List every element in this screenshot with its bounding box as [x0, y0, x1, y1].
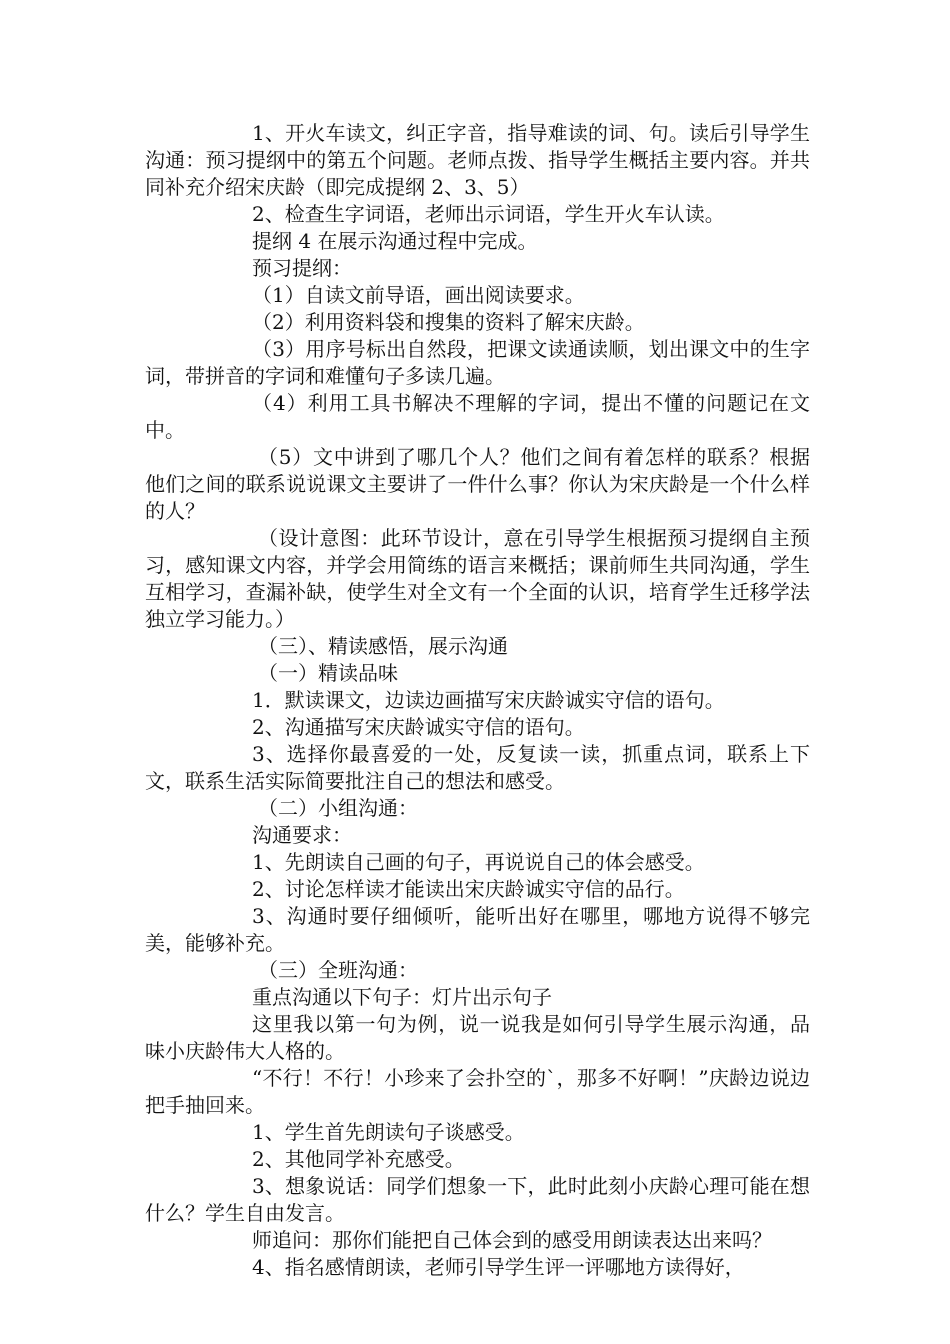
paragraph: 4、指名感情朗读，老师引导学生评一评哪地方读得好，: [252, 1255, 745, 1279]
paragraph: 3、想象说话：同学们想象一下，此时此刻小庆龄心理可能在想什么？学生自由发言。: [145, 1174, 810, 1225]
subsection-heading: （三）全班沟通：: [258, 958, 418, 982]
paragraph: （4）利用工具书解决不理解的字词，提出不懂的问题记在文中。: [145, 391, 810, 442]
subsection-heading: （一）精读品味: [258, 661, 398, 685]
paragraph: 预习提纲：: [252, 256, 352, 280]
paragraph: （5）文中讲到了哪几个人？他们之间有着怎样的联系？根据他们之间的联系说说课文主要讲了一件什么事？你认为宋庆龄是一个什么样的人？: [145, 445, 810, 523]
paragraph: 重点沟通以下句子：灯片出示句子: [252, 985, 552, 1009]
paragraph: 2、讨论怎样读才能读出宋庆龄诚实守信的品行。: [252, 877, 685, 901]
paragraph: （设计意图：此环节设计，意在引导学生根据预习提纲自主预习，感知课文内容，并学会用简练的语言来概括；课前师生共同沟通，学生互相学习，查漏补缺，使学生对全文有一个全面的认识，培育学生迁移学法独立学习能力。）: [145, 526, 810, 631]
paragraph: 2、检查生字词语，老师出示词语，学生开火车认读。: [252, 202, 725, 226]
document-body: [145, 120, 810, 1281]
section-heading: （三）、精读感悟，展示沟通: [258, 634, 508, 658]
paragraph: 1、开火车读文，纠正字音，指导难读的词、句。读后引导学生沟通：预习提纲中的第五个问题。老师点拨、指导学生概括主要内容。并共同补充介绍宋庆龄（即完成提纲 2、3、5）: [145, 121, 810, 199]
paragraph: （3）用序号标出自然段，把课文读通读顺，划出课文中的生字词，带拼音的字词和难懂句子多读几遍。: [145, 337, 810, 388]
paragraph: （1）自读文前导语，画出阅读要求。: [252, 283, 585, 307]
paragraph: 提纲 4 在展示沟通过程中完成。: [252, 229, 538, 253]
quote-paragraph: “不行！不行！小珍来了会扑空的`，那多不好啊！”庆龄边说边把手抽回来。: [145, 1066, 810, 1117]
paragraph: 1、学生首先朗读句子谈感受。: [252, 1120, 525, 1144]
paragraph: 2、沟通描写宋庆龄诚实守信的语句。: [252, 715, 585, 739]
paragraph: （2）利用资料袋和搜集的资料了解宋庆龄。: [252, 310, 645, 334]
paragraph: 这里我以第一句为例，说一说我是如何引导学生展示沟通，品味小庆龄伟大人格的。: [145, 1012, 810, 1063]
paragraph: 沟通要求：: [252, 823, 352, 847]
paragraph: 1．默读课文，边读边画描写宋庆龄诚实守信的语句。: [252, 688, 725, 712]
paragraph: 3、沟通时要仔细倾听，能听出好在哪里，哪地方说得不够完美，能够补充。: [145, 904, 810, 955]
paragraph: 2、其他同学补充感受。: [252, 1147, 465, 1171]
paragraph: 3、选择你最喜爱的一处，反复读一读，抓重点词，联系上下文，联系生活实际简要批注自己的想法和感受。: [145, 742, 810, 793]
paragraph: 师追问：那你们能把自己体会到的感受用朗读表达出来吗？: [252, 1228, 772, 1252]
paragraph: 1、先朗读自己画的句子，再说说自己的体会感受。: [252, 850, 705, 874]
subsection-heading: （二）小组沟通：: [258, 796, 418, 820]
